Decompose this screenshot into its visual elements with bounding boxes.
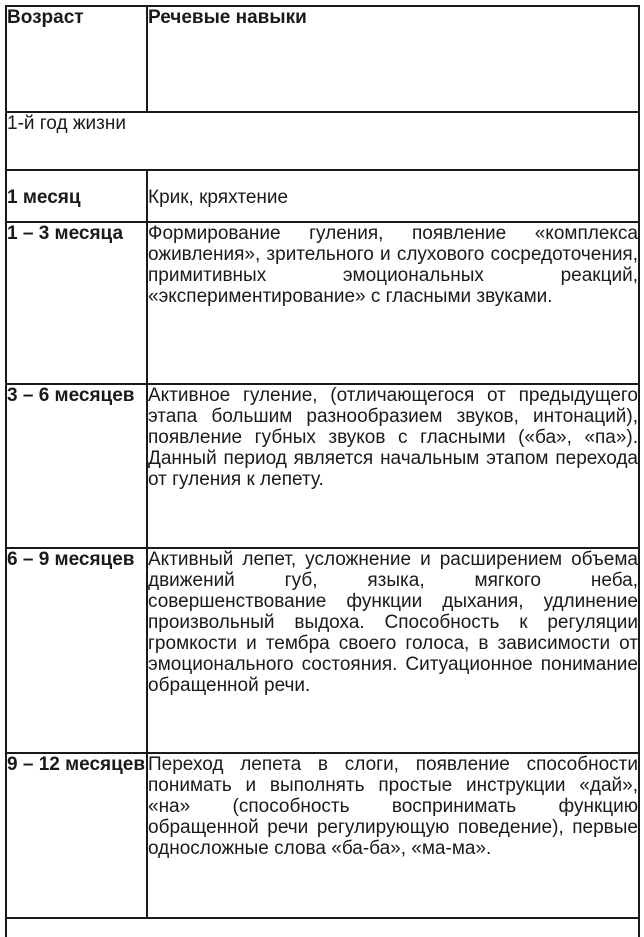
section-cell	[6, 112, 639, 170]
age-cell: 9 – 12 месяцев	[6, 753, 147, 918]
skills-cell: Активное гуление, (отличающегося от предыдущего этапа большим разнообразием звуков, интонаций), появление губных звуков с гласными («ба», «па»). Данный период является начальным этапом перехода от гуления к лепету.	[147, 384, 639, 548]
skills-cell: Формирование гуления, появление «комплекса оживления», зрительного и слухового сосредоточения, примитивных эмоциональных реакций, «экспериментирование» с гласными звуками.	[147, 222, 639, 384]
table-row	[6, 170, 639, 222]
table-header-row	[6, 6, 639, 112]
header-age-label: Возраст	[7, 7, 84, 28]
age-cell: 1 месяц	[6, 170, 147, 222]
age-cell: 1 – 3 месяца	[6, 222, 147, 384]
table-row	[6, 753, 639, 918]
skills-cell: Переход лепета в слоги, появление способности понимать и выполнять простые инструкции «дай», «на» (способность воспринимать функцию обращенной речи регулирующую поведение), первые односложные слова «ба-ба», «ма-ма».	[147, 753, 639, 918]
next-row-cell	[6, 918, 639, 937]
speech-development-table	[5, 5, 640, 937]
section-label: 1-й год жизни	[7, 113, 126, 134]
age-cell: 3 – 6 месяцев	[6, 384, 147, 548]
table-row	[6, 222, 639, 384]
next-row-partial	[6, 918, 639, 937]
age-cell: 6 – 9 месяцев	[6, 548, 147, 753]
section-row	[6, 112, 639, 170]
header-skills-label: Речевые навыки	[148, 7, 307, 28]
skills-cell: Активный лепет, усложнение и расширением объема движений губ, языка, мягкого неба, совершенствование функции дыхания, удлинение произвольный выдоха. Способность к регуляции громкости и тембра своего голоса, в зависимости от эмоционального состояния. Ситуационное понимание обращенной речи.	[147, 548, 639, 753]
table-row	[6, 384, 639, 548]
header-age-cell	[6, 6, 147, 112]
table-row	[6, 548, 639, 753]
header-skills-cell	[147, 6, 639, 112]
skills-cell: Крик, кряхтение	[147, 170, 639, 222]
